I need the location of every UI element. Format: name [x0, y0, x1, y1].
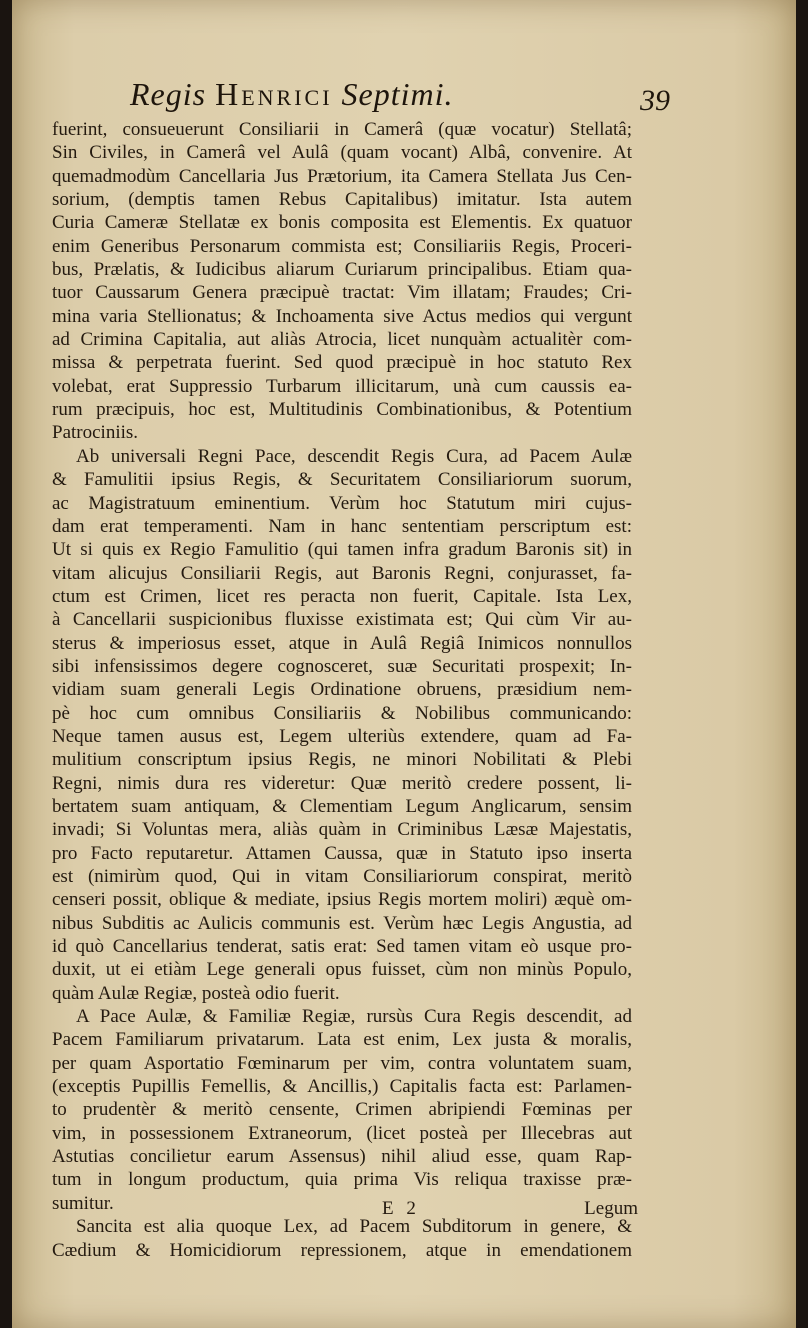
- text-line: est (nimirùm quod, Qui in vitam Consiliariorum conspirat, meritò: [52, 866, 632, 887]
- text-line: pro Facto reputaretur. Attamen Caussa, quæ in Statuto ipso inserta: [52, 842, 632, 864]
- text-line: Astutias concilietur earum Assensus) nihil aliud esse, quam Rap-: [52, 1146, 632, 1168]
- text-line: Ut si quis ex Regio Famulitio (qui tamen infra gradum Baronis sit) in: [52, 539, 632, 561]
- text-line: Pacem Familiarum privatarum. Lata est enim, Lex justa & moralis,: [52, 1029, 632, 1051]
- text-line: nibus Subditis ac Aulicis communis est. Verùm hæc Legis Angustia, ad: [52, 912, 632, 934]
- text-line: rum præcipuis, hoc est, Multitudinis Combinationibus, & Potentium: [52, 399, 632, 421]
- text-line: Sin Civiles, in Camerâ vel Aulâ (quam vocant) Albâ, convenire. At: [52, 142, 632, 164]
- running-head-suffix: Septimi.: [341, 76, 454, 112]
- page-footer: [52, 1198, 638, 1226]
- running-head-prefix: Regis: [130, 76, 207, 112]
- text-line: censeri possit, oblique & mediate, ipsius Regis mortem moliri) æquè om-: [52, 889, 632, 911]
- text-line: enim Generibus Personarum commista est; Consiliariis Regis, Proceri-: [52, 235, 632, 257]
- text-line: Regni, nimis dura res videretur: Quæ meritò credere possent, li-: [52, 772, 632, 794]
- text-line: à Cancellarii suspicionibus fluxisse existimata est; Qui cùm Vir au-: [52, 609, 632, 631]
- text-line: (exceptis Pupillis Femellis, & Ancillis,) Capitalis facta est: Parlamen-: [52, 1076, 632, 1098]
- text-line: & Famulitii ipsius Regis, & Securitatem Consiliariorum suorum,: [52, 469, 632, 491]
- text-line: Curia Cameræ Stellatæ ex bonis composita est Elementis. Ex quatuor: [52, 212, 632, 234]
- text-body: [52, 118, 632, 1262]
- text-line: sorium, (demptis tamen Rebus Capitalibus) imitatur. Ista autem: [52, 189, 632, 211]
- text-line: duxit, ut ei etiàm Lege generali opus fuisset, cùm non minùs Populo,: [52, 959, 632, 981]
- text-line: sibi infensissimos degere cognosceret, suæ Securitati prospexit; In-: [52, 655, 632, 677]
- text-line: Ab universali Regni Pace, descendit Regis Cura, ad Pacem Aulæ: [76, 445, 632, 467]
- text-line: tum in longum productum, quia prima Vis reliqua traxisse præ-: [52, 1169, 632, 1191]
- text-line: per quam Asportatio Fœminarum per vim, contra voluntatem suam,: [52, 1052, 632, 1074]
- text-line: bus, Prælatis, & Iudicibus aliarum Curiarum principalibus. Etiam qua-: [52, 259, 632, 281]
- book-page: [12, 0, 796, 1328]
- text-line: mulitium conscriptum ipsius Regis, ne minori Nobilitati & Plebi: [52, 749, 632, 771]
- text-line: Neque tamen ausus est, Legem ulteriùs extendere, quam ad Fa-: [52, 725, 632, 747]
- text-line: tuor Caussarum Genera præcipuè tractat: Vim illatam; Fraudes; Cri-: [52, 282, 632, 304]
- page-number: 39: [640, 84, 670, 117]
- text-line: volebat, erat Suppressio Turbarum illicitarum, unà cum caussis ea-: [52, 375, 632, 397]
- text-line: fuerint, consueuerunt Consiliarii in Camerâ (quæ vocatur) Stellatâ;: [52, 119, 632, 140]
- text-line: Sancita est alia quoque Lex, ad Pacem Subditorum in genere, &: [76, 1216, 632, 1238]
- text-line: vitam alicujus Consiliarii Regis, aut Baronis Regni, conjurasset, fa-: [52, 562, 632, 584]
- text-line: Cædium & Homicidiorum repressionem, atque in emendationem: [52, 1239, 632, 1261]
- text-line: bertatem suam antiquam, & Clementiam Legum Anglicarum, sensim: [52, 795, 632, 817]
- text-line: vidiam suam generali Legis Ordinatione obruens, præsidium nem-: [52, 679, 632, 701]
- catchword: Legum: [584, 1198, 638, 1219]
- text-line: pè hoc cum omnibus Consiliariis & Nobilibus communicando:: [52, 702, 632, 724]
- text-line: mina varia Stellionatus; & Inchoamenta sive Actus medios qui vergunt: [52, 305, 632, 327]
- text-line: id quò Cancellarius tenderat, satis erat: Sed tamen vitam eò usque pro-: [52, 936, 632, 958]
- text-line: invadi; Si Voluntas mera, aliàs quàm in Criminibus Læsæ Majestatis,: [52, 819, 632, 841]
- text-line: vim, in possessionem Extraneorum, (licet posteà per Illecebras aut: [52, 1122, 632, 1144]
- text-line: quemadmodùm Cancellaria Jus Prætorium, ita Camera Stellata Jus Cen-: [52, 165, 632, 187]
- text-line: A Pace Aulæ, & Familiæ Regiæ, rursùs Cura Regis descendit, ad: [76, 1006, 632, 1028]
- text-line: sterus & imperiosus esset, atque in Aulâ Regiâ Inimicos nonnullos: [52, 632, 632, 654]
- signature-mark: E 2: [382, 1198, 420, 1219]
- text-line: ctum est Crimen, licet res peracta non fuerit, Capitale. Ista Lex,: [52, 585, 632, 607]
- text-line: missa & perpetrata fuerint. Sed quod præcipuè in hoc statuto Rex: [52, 352, 632, 374]
- text-line: Patrociniis.: [52, 422, 139, 444]
- text-line: sumitur.: [52, 1192, 114, 1214]
- text-line: ad Crimina Capitalia, aut aliàs Atrocia, licet nunquàm actualitèr com-: [52, 329, 632, 351]
- text-line: quàm Aulæ Regiæ, posteà odio fuerit.: [52, 982, 340, 1004]
- text-line: dam erat temperamenti. Nam in hanc sententiam perscriptum est:: [52, 515, 632, 537]
- running-head: [130, 76, 690, 116]
- running-head-name: Henrici: [215, 76, 333, 112]
- text-line: to prudentèr & meritò censente, Crimen abripiendi Fœminas per: [52, 1099, 632, 1121]
- text-line: ac Magistratuum eminentium. Verùm hoc Statutum miri cujus-: [52, 492, 632, 514]
